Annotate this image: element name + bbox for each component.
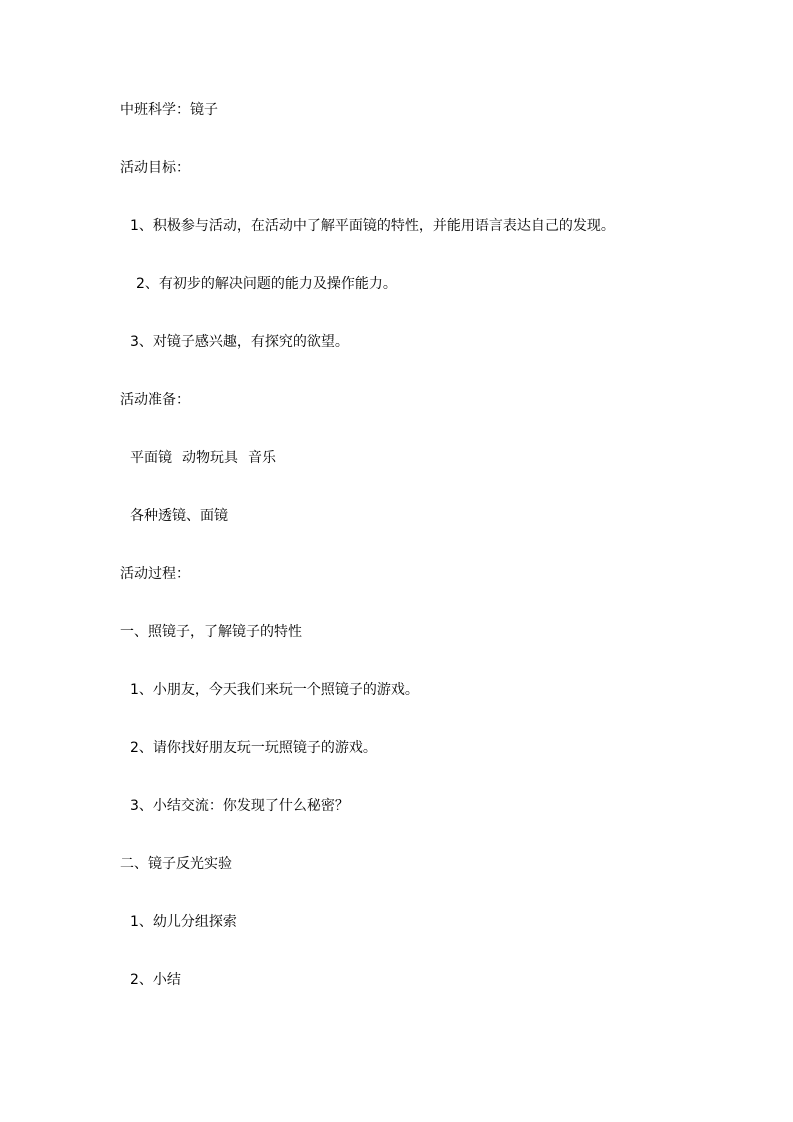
document-title: 中班科学：镜子	[120, 102, 218, 118]
process-part-2-item-2: 2、小结	[130, 972, 181, 988]
goal-item-1: 1、积极参与活动，在活动中了解平面镜的特性，并能用语言表达自己的发现。	[130, 218, 615, 234]
material-animal-toys: 动物玩具	[182, 450, 238, 466]
goal-item-3: 3、对镜子感兴趣，有探究的欲望。	[130, 334, 349, 350]
process-part-2-heading: 二、镜子反光实验	[120, 856, 232, 872]
process-part-1-item-3: 3、小结交流：你发现了什么秘密？	[130, 798, 349, 814]
process-heading: 活动过程：	[120, 566, 190, 582]
goals-heading: 活动目标：	[120, 160, 190, 176]
preparation-materials-line-2: 各种透镜、面镜	[130, 508, 228, 524]
preparation-materials-line-1	[130, 448, 276, 468]
process-part-1-item-2: 2、请你找好朋友玩一玩照镜子的游戏。	[130, 740, 377, 756]
process-part-1-heading: 一、照镜子，了解镜子的特性	[120, 624, 302, 640]
material-plane-mirror: 平面镜	[130, 450, 172, 466]
process-part-2-item-1: 1、幼儿分组探索	[130, 914, 237, 930]
preparation-heading: 活动准备：	[120, 392, 190, 408]
material-music: 音乐	[248, 450, 276, 466]
goal-item-2: 2、有初步的解决问题的能力及操作能力。	[136, 276, 397, 292]
process-part-1-item-1: 1、小朋友，今天我们来玩一个照镜子的游戏。	[130, 682, 419, 698]
